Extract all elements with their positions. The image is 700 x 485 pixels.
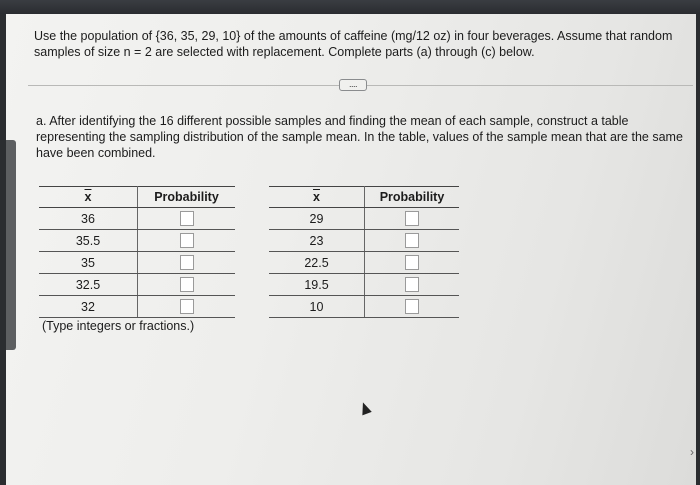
x-value: 32 (39, 296, 138, 318)
probability-input[interactable] (180, 211, 194, 226)
probability-input[interactable] (405, 299, 419, 314)
chevron-right-icon: › (690, 445, 694, 459)
probability-input[interactable] (405, 211, 419, 226)
screen (6, 14, 696, 485)
probability-input[interactable] (405, 233, 419, 248)
input-hint: (Type integers or fractions.) (42, 319, 195, 333)
x-value: 35.5 (39, 230, 138, 252)
x-value: 36 (39, 208, 138, 230)
probability-input[interactable] (405, 255, 419, 270)
probability-input[interactable] (180, 277, 194, 292)
x-value: 35 (39, 252, 138, 274)
x-value: 10 (269, 296, 365, 318)
distribution-table-2 (269, 186, 459, 318)
probability-header: Probability (138, 187, 236, 208)
probability-header: Probability (365, 187, 460, 208)
x-value: 22.5 (269, 252, 365, 274)
probability-input[interactable] (180, 255, 194, 270)
window-top-bar (0, 0, 700, 14)
x-value: 23 (269, 230, 365, 252)
part-a-text: a. After identifying the 16 different possible samples and finding the mean of each sample, construct a table representing the sampling distribution of the sample mean. In the table, values of the sample mean that are the same have been combined. (36, 114, 683, 160)
x-bar-header: $\overline{x}$ (39, 187, 138, 208)
expand-more-button[interactable]: .... (339, 79, 367, 91)
x-bar-header: $\overline{x}$ (269, 187, 365, 208)
probability-input[interactable] (405, 277, 419, 292)
x-value: 19.5 (269, 274, 365, 296)
scroll-indicator[interactable] (6, 140, 16, 350)
x-value: 32.5 (39, 274, 138, 296)
distribution-table-1 (39, 186, 235, 318)
question-text: Use the population of {36, 35, 29, 10} of the amounts of caffeine (mg/12 oz) in four beverages. Assume that random samples of size n = 2 are selected with replacement. Complete parts (a) through (c) below. (34, 29, 673, 59)
x-value: 29 (269, 208, 365, 230)
probability-input[interactable] (180, 233, 194, 248)
probability-input[interactable] (180, 299, 194, 314)
